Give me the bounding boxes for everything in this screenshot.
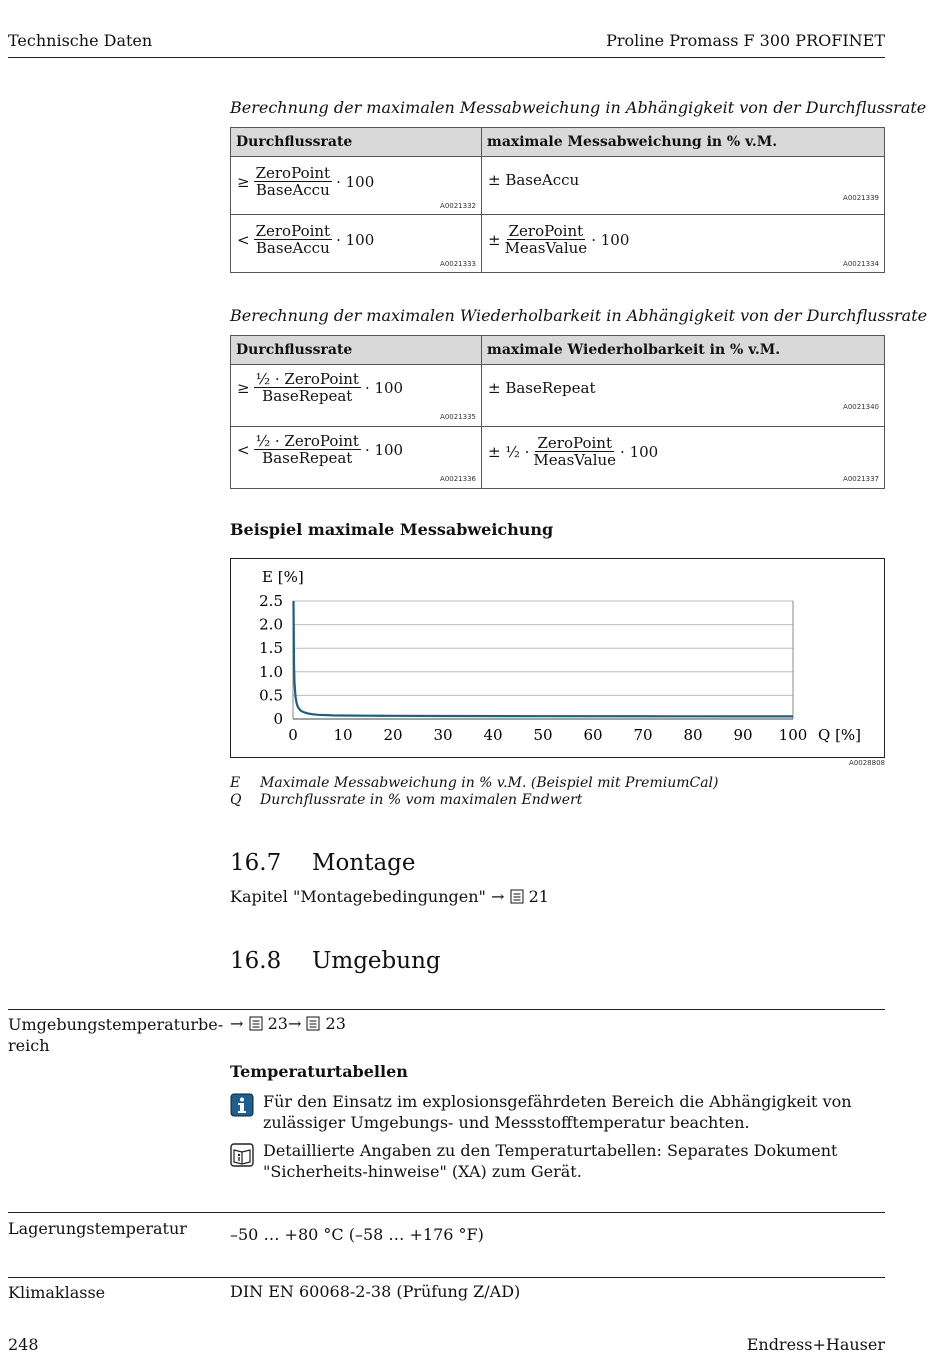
- legend-key-e: E: [230, 775, 241, 791]
- figure-code: A0028808: [849, 759, 885, 767]
- section-heading-umgebung: 16.8 Umgebung: [230, 948, 441, 974]
- divider: [8, 1277, 885, 1278]
- figure-code: A0021333: [440, 260, 476, 268]
- page-reference-link[interactable]: 23→: [267, 1014, 302, 1033]
- legend-key-q: Q: [230, 792, 242, 808]
- temperature-tables-heading: Temperaturtabellen: [230, 1062, 408, 1081]
- x-tick-label: 20: [383, 726, 403, 744]
- x-tick-label: 80: [683, 726, 703, 744]
- accuracy-table: [230, 127, 885, 273]
- repeatability-table: [230, 335, 885, 489]
- y-axis-label: E [%]: [262, 568, 304, 586]
- montage-reference: Kapitel "Montagebedingungen" → 21: [230, 887, 549, 906]
- header-rule: [8, 57, 885, 58]
- x-tick-label: 50: [533, 726, 553, 744]
- y-tick-label: 1.5: [259, 639, 283, 658]
- example-heading: Beispiel maximale Messabweichung: [230, 520, 554, 539]
- x-tick-label: 70: [633, 726, 653, 744]
- info-note-text: Für den Einsatz im explosionsgefährdeten Bereich die Abhängigkeit von zulässiger Umgebungs- und Messstofftemperatur beachten.: [263, 1092, 852, 1132]
- x-tick-label: 40: [483, 726, 503, 744]
- x-tick-label: 10: [333, 726, 353, 744]
- x-tick-label: 90: [733, 726, 753, 744]
- klima-value: DIN EN 60068-2-38 (Prüfung Z/AD): [230, 1282, 521, 1301]
- document-note-text: Detaillierte Angaben zu den Temperaturtabellen: Separates Dokument "Sicherheits-hinweise" (XA) zum Gerät.: [263, 1141, 838, 1181]
- legend-text-e: Maximale Messabweichung in % v.M. (Beispiel mit PremiumCal): [260, 775, 719, 791]
- divider: [8, 1212, 885, 1213]
- table1-col2-header: maximale Messabweichung in % v.M.: [482, 128, 885, 157]
- document-reference-icon: [230, 1143, 254, 1167]
- divider: [8, 1009, 885, 1010]
- figure-code: A0021340: [843, 403, 879, 411]
- y-tick-label: 2.5: [259, 592, 283, 610]
- table2-col2-header: maximale Wiederholbarkeit in % v.M.: [482, 336, 885, 365]
- formula: ≥ $\frac{\text{½ · ZeroPoint}}{\text{BaseRepeat}}$ · 100: [237, 370, 404, 405]
- figure-code: A0021334: [843, 260, 879, 268]
- klima-label: Klimaklasse: [8, 1283, 106, 1302]
- umgebung-references: → 23→ 23: [230, 1014, 346, 1033]
- formula-text: ± BaseAccu: [488, 171, 580, 189]
- x-tick-label: 30: [433, 726, 453, 744]
- table-row: [231, 365, 885, 427]
- formula: ± ½ · $\frac{\text{ZeroPoint}}{\text{MeasValue}}$ · 100: [488, 434, 659, 469]
- figure-code: A0021335: [440, 413, 476, 421]
- formula: < $\frac{\text{½ · ZeroPoint}}{\text{BaseRepeat}}$ · 100: [237, 432, 404, 467]
- formula: ≥ $\frac{\text{ZeroPoint}}{\text{BaseAccu}}$ · 100: [237, 164, 375, 199]
- y-tick-label: 1.0: [259, 662, 283, 681]
- table2-caption: Berechnung der maximalen Wiederholbarkeit in Abhängigkeit von der Durchflussrate: [230, 306, 928, 325]
- page-reference-link[interactable]: 21: [528, 887, 549, 906]
- section-heading-montage: 16.7 Montage: [230, 850, 416, 876]
- footer-brand: Endress+Hauser: [746, 1335, 885, 1354]
- x-tick-label: 60: [583, 726, 603, 744]
- y-tick-label: 0: [273, 710, 283, 728]
- figure-code: A0021337: [843, 475, 879, 483]
- x-axis-label: Q [%]: [818, 726, 862, 744]
- error-chart: [230, 558, 885, 758]
- x-tick-label: 0: [288, 726, 298, 744]
- table1-col1-header: Durchflussrate: [231, 128, 482, 157]
- header-section-title: Technische Daten: [8, 31, 153, 50]
- page-reference-icon: [510, 889, 524, 904]
- figure-code: A0021336: [440, 475, 476, 483]
- formula: ± $\frac{\text{ZeroPoint}}{\text{MeasValue}}$ · 100: [488, 222, 630, 257]
- formula-text: ± BaseRepeat: [488, 379, 596, 397]
- y-tick-label: 0.5: [259, 686, 283, 705]
- page-reference-icon: [249, 1016, 263, 1031]
- page-reference-icon: [306, 1016, 320, 1031]
- legend-text-q: Durchflussrate in % vom maximalen Endwert: [260, 792, 583, 808]
- lagerung-label: Lagerungstemperatur: [8, 1219, 187, 1238]
- page-number: 248: [8, 1335, 39, 1354]
- figure-code: A0021332: [440, 202, 476, 210]
- umgebung-label: Umgebungstemperaturbe- reich: [8, 1015, 224, 1055]
- page-reference-link[interactable]: 23: [325, 1014, 346, 1033]
- table1-caption: Berechnung der maximalen Messabweichung in Abhängigkeit von der Durchflussrate: [230, 98, 927, 117]
- table-row: [231, 427, 885, 489]
- y-tick-label: 2.0: [259, 615, 283, 634]
- lagerung-value: –50 … +80 °C (–58 … +176 °F): [230, 1225, 484, 1244]
- formula: < $\frac{\text{ZeroPoint}}{\text{BaseAccu}}$ · 100: [237, 222, 375, 257]
- table2-col1-header: Durchflussrate: [231, 336, 482, 365]
- info-icon: [230, 1093, 254, 1117]
- table-row: [231, 215, 885, 273]
- header-product-name: Proline Promass F 300 PROFINET: [606, 31, 885, 50]
- figure-code: A0021339: [843, 194, 879, 202]
- table-row: [231, 157, 885, 215]
- x-tick-label: 100: [778, 726, 808, 744]
